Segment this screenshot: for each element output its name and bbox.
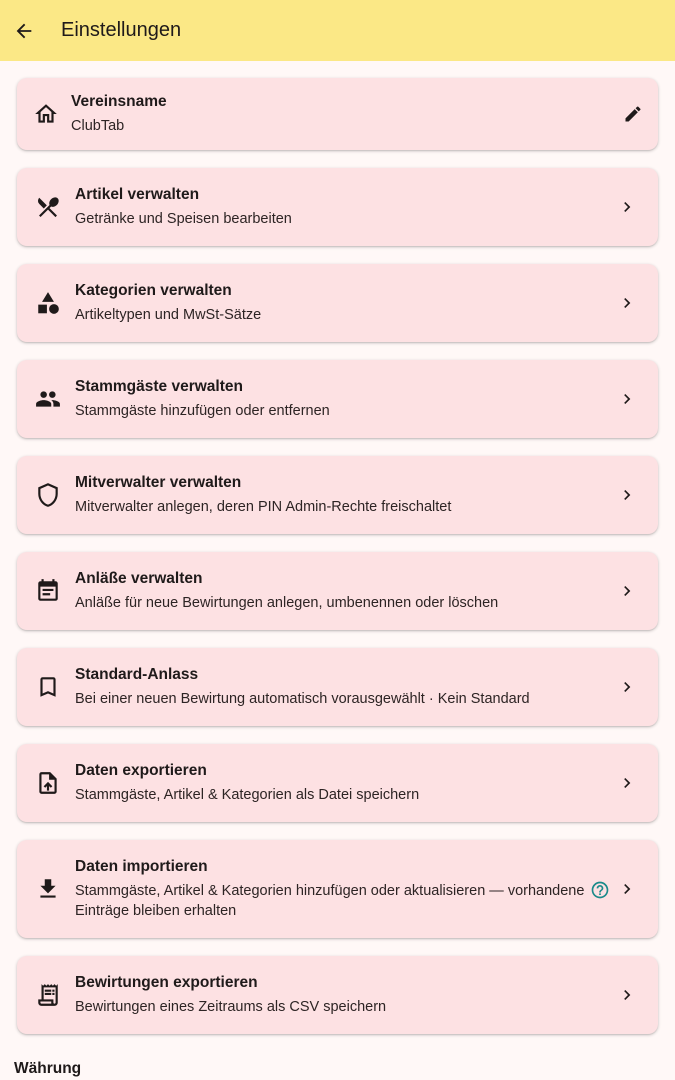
manage-articles-item[interactable] — [17, 168, 658, 246]
download-icon — [35, 876, 61, 902]
arrow-back-icon — [13, 20, 35, 42]
manage-categories-item[interactable] — [17, 264, 658, 342]
item-title: Artikel verwalten — [75, 186, 200, 203]
club-name-label: Vereinsname — [71, 93, 167, 110]
export-hospitality-item[interactable] — [17, 956, 658, 1034]
category-icon — [35, 290, 61, 316]
item-subtitle: Artikeltypen und MwSt-Sätze — [75, 307, 262, 323]
item-title: Daten importieren — [75, 858, 208, 875]
bookmark-icon — [35, 674, 61, 700]
file-upload-icon — [35, 770, 61, 796]
item-subtitle: Stammgäste, Artikel & Kategorien als Datei speichern — [75, 787, 420, 803]
item-title: Stammgäste verwalten — [75, 378, 243, 395]
item-subtitle: Anläße für neue Bewirtungen anlegen, umbenennen oder löschen — [75, 595, 499, 611]
item-title: Anläße verwalten — [75, 570, 203, 587]
people-icon — [35, 386, 61, 412]
chevron-right-icon — [616, 292, 638, 314]
chevron-right-icon — [616, 484, 638, 506]
item-title: Daten exportieren — [75, 762, 207, 779]
event-note-icon — [35, 578, 61, 604]
item-title: Mitverwalter verwalten — [75, 474, 242, 491]
chevron-right-icon — [616, 676, 638, 698]
item-title: Standard-Anlass — [75, 666, 199, 683]
item-subtitle: Stammgäste hinzufügen oder entfernen — [75, 403, 330, 419]
chevron-right-icon — [616, 984, 638, 1006]
item-subtitle-line2: Einträge bleiben erhalten — [75, 903, 237, 919]
item-subtitle: Mitverwalter anlegen, deren PIN Admin-Rechte freischaltet — [75, 499, 452, 515]
item-subtitle-line1: Stammgäste, Artikel & Kategorien hinzufügen oder aktualisieren — vorhandene — [75, 883, 585, 899]
app-bar — [0, 0, 675, 61]
item-subtitle: Bewirtungen eines Zeitraums als CSV speichern — [75, 999, 387, 1015]
edit-icon[interactable] — [622, 103, 644, 125]
currency-section-title: Währung — [14, 1060, 82, 1077]
restaurant-icon — [35, 194, 61, 220]
default-occasion-item[interactable] — [17, 648, 658, 726]
manage-co-admins-item[interactable] — [17, 456, 658, 534]
help-icon[interactable] — [590, 880, 610, 900]
chevron-right-icon — [616, 388, 638, 410]
manage-occasions-item[interactable] — [17, 552, 658, 630]
import-data-item[interactable] — [17, 840, 658, 938]
home-icon — [33, 101, 59, 127]
club-name-value: ClubTab — [71, 118, 125, 134]
club-name-card[interactable] — [17, 78, 658, 150]
item-title: Bewirtungen exportieren — [75, 974, 258, 991]
chevron-right-icon — [616, 772, 638, 794]
shield-icon — [35, 482, 61, 508]
item-subtitle: Bei einer neuen Bewirtung automatisch vorausgewählt · Kein Standard — [75, 691, 530, 707]
item-subtitle: Getränke und Speisen bearbeiten — [75, 211, 292, 227]
item-title: Kategorien verwalten — [75, 282, 232, 299]
page-title: Einstellungen — [61, 19, 182, 41]
chevron-right-icon — [616, 878, 638, 900]
chevron-right-icon — [616, 580, 638, 602]
manage-regulars-item[interactable] — [17, 360, 658, 438]
chevron-right-icon — [616, 196, 638, 218]
back-button[interactable] — [0, 7, 48, 55]
export-data-item[interactable] — [17, 744, 658, 822]
receipt-icon — [35, 982, 61, 1008]
